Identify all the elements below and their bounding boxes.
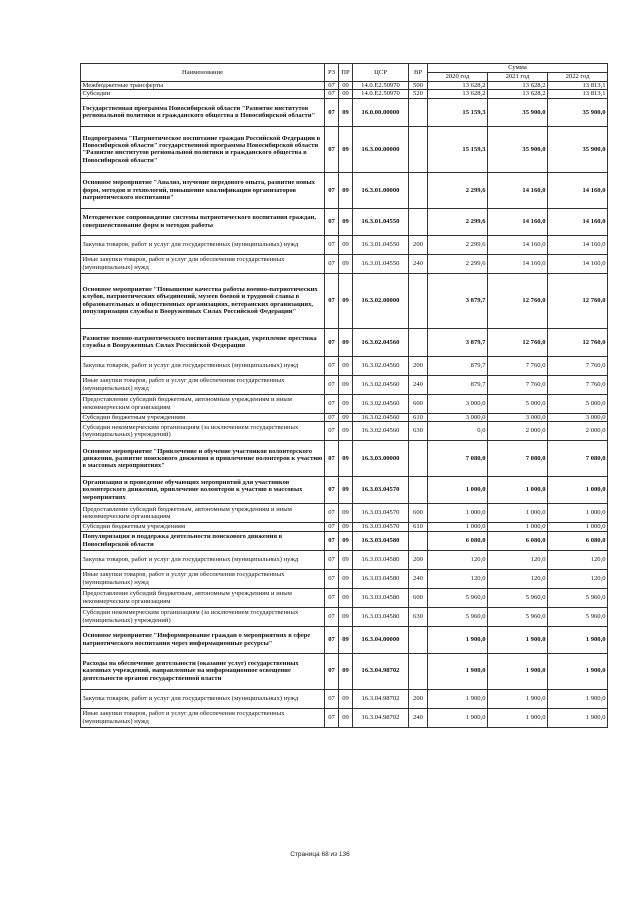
cell-name: Субсидии некоммерческим организациям (за исключением государственных (муниципальных) учреждений): [81, 422, 325, 441]
cell-2022: 13 813,1: [548, 90, 608, 98]
cell-2020: 13 628,2: [428, 90, 488, 98]
cell-name: Развитие военно-патриотического воспитания граждан, укрепление престижа службы в Вооруженных Силах Российской Федерации: [81, 328, 325, 356]
cell-2022: 14 160,0: [548, 254, 608, 273]
cell-vr: 500: [409, 82, 428, 90]
cell-vr: 200: [409, 550, 428, 569]
cell-name: Популяризация и поддержка деятельности поискового движения в Новосибирской области: [81, 531, 325, 550]
cell-pr: 09: [339, 273, 353, 328]
cell-name: Предоставление субсидий бюджетным, автономным учреждениям и иным некоммерческим организациям: [81, 504, 325, 523]
table-row: [81, 90, 608, 98]
cell-pr: 09: [339, 441, 353, 477]
cell-name: Предоставление субсидий бюджетным, автономным учреждениям и иным некоммерческим организациям: [81, 394, 325, 413]
cell-2021: 1 900,0: [488, 708, 548, 727]
cell-2022: 6 080,0: [548, 531, 608, 550]
table-row: [81, 375, 608, 394]
cell-2021: 1 000,0: [488, 477, 548, 504]
cell-rz: 07: [325, 607, 339, 626]
cell-rz: 07: [325, 441, 339, 477]
cell-pr: 09: [339, 90, 353, 98]
cell-name: Межбюджетные трансферты: [81, 82, 325, 90]
cell-name: Подпрограмма "Патриотическое воспитание граждан Российской Федерации в Новосибирской области" государственной программы Новосибирской области "Развитие институтов региональной политики и гражданского общества в Новосибирской области": [81, 126, 325, 172]
cell-pr: 09: [339, 98, 353, 126]
cell-rz: 07: [325, 235, 339, 254]
cell-2020: 5 960,0: [428, 607, 488, 626]
cell-2022: 5 000,0: [548, 394, 608, 413]
cell-vr: [409, 477, 428, 504]
cell-vr: 600: [409, 588, 428, 607]
cell-2021: 1 900,0: [488, 689, 548, 708]
cell-rz: 07: [325, 422, 339, 441]
cell-pr: 09: [339, 254, 353, 273]
cell-2021: 7 080,0: [488, 441, 548, 477]
cell-name: Основное мероприятие "Повышение качества работы военно-патриотических клубов, патриотических объединений, музеев боевой и трудовой славы в образовательных и общественных организациях, ветеранских организациях, популяризация службы в Вооруженных Силах Российской Федерации": [81, 273, 325, 328]
table-row: [81, 550, 608, 569]
cell-2021: 13 628,2: [488, 82, 548, 90]
cell-csr: 16.3.03.04580: [353, 607, 409, 626]
cell-rz: 07: [325, 328, 339, 356]
cell-pr: 09: [339, 328, 353, 356]
cell-vr: 600: [409, 504, 428, 523]
table-row: [81, 273, 608, 328]
cell-csr: 16.3.02.04560: [353, 328, 409, 356]
cell-rz: 07: [325, 90, 339, 98]
cell-vr: 240: [409, 375, 428, 394]
cell-vr: [409, 653, 428, 689]
cell-2021: 1 900,0: [488, 626, 548, 653]
cell-vr: [409, 208, 428, 235]
cell-name: Иные закупки товаров, работ и услуг для обеспечения государственных (муниципальных) нужд: [81, 708, 325, 727]
cell-2020: 1 000,0: [428, 523, 488, 531]
header-rz: РЗ: [325, 64, 339, 82]
cell-name: Предоставление субсидий бюджетным, автономным учреждениям и иным некоммерческим организациям: [81, 588, 325, 607]
header-sum: Сумма: [428, 64, 608, 73]
cell-2021: 3 000,0: [488, 413, 548, 421]
cell-pr: 09: [339, 689, 353, 708]
cell-vr: [409, 328, 428, 356]
table-row: [81, 626, 608, 653]
cell-name: Иные закупки товаров, работ и услуг для обеспечения государственных (муниципальных) нужд: [81, 254, 325, 273]
cell-name: Субсидии некоммерческим организациям (за исключением государственных (муниципальных) учреждений): [81, 607, 325, 626]
cell-csr: 16.3.03.04570: [353, 523, 409, 531]
cell-rz: 07: [325, 569, 339, 588]
cell-pr: 09: [339, 126, 353, 172]
table-row: [81, 653, 608, 689]
cell-csr: 14.0.Е2.50970: [353, 90, 409, 98]
cell-pr: 09: [339, 413, 353, 421]
cell-rz: 07: [325, 689, 339, 708]
cell-pr: 09: [339, 356, 353, 375]
header-year-2022: 2022 год: [548, 73, 608, 82]
cell-vr: 630: [409, 607, 428, 626]
cell-name: Закупка товаров, работ и услуг для государственных (муниципальных) нужд: [81, 356, 325, 375]
cell-2022: 120,0: [548, 550, 608, 569]
cell-2020: 5 960,0: [428, 588, 488, 607]
cell-csr: 16.3.03.04580: [353, 531, 409, 550]
table-row: [81, 569, 608, 588]
cell-2020: 0,0: [428, 422, 488, 441]
header-pr: ПР: [339, 64, 353, 82]
table-row: [81, 708, 608, 727]
cell-csr: 16.3.01.04550: [353, 208, 409, 235]
cell-2020: 2 299,6: [428, 235, 488, 254]
cell-2022: 14 160,0: [548, 235, 608, 254]
cell-rz: 07: [325, 208, 339, 235]
cell-2020: 1 000,0: [428, 504, 488, 523]
cell-vr: 240: [409, 569, 428, 588]
cell-csr: 16.3.03.04580: [353, 569, 409, 588]
cell-pr: 09: [339, 550, 353, 569]
cell-rz: 07: [325, 394, 339, 413]
cell-2022: 12 760,0: [548, 273, 608, 328]
table-row: [81, 504, 608, 523]
cell-2022: 13 813,1: [548, 82, 608, 90]
cell-name: Закупка товаров, работ и услуг для государственных (муниципальных) нужд: [81, 235, 325, 254]
cell-2021: 5 960,0: [488, 607, 548, 626]
cell-vr: [409, 626, 428, 653]
cell-csr: 16.3.01.04550: [353, 254, 409, 273]
cell-2022: 35 900,0: [548, 98, 608, 126]
cell-vr: 520: [409, 90, 428, 98]
cell-vr: 240: [409, 254, 428, 273]
cell-name: Основное мероприятие "Привлечение и обучение участников волонтерского движения, развитие поискового движения и привлечение волонтеров к участию в массовых мероприятиях": [81, 441, 325, 477]
cell-name: Иные закупки товаров, работ и услуг для обеспечения государственных (муниципальных) нужд: [81, 375, 325, 394]
cell-vr: [409, 441, 428, 477]
cell-csr: 14.0.Е2.50970: [353, 82, 409, 90]
cell-csr: 16.3.02.04560: [353, 394, 409, 413]
cell-csr: 16.3.01.04550: [353, 235, 409, 254]
cell-vr: 610: [409, 413, 428, 421]
cell-2021: 1 900,0: [488, 653, 548, 689]
cell-csr: 16.3.02.04560: [353, 375, 409, 394]
cell-2022: 5 960,0: [548, 588, 608, 607]
cell-rz: 07: [325, 356, 339, 375]
cell-vr: 200: [409, 235, 428, 254]
cell-2020: 1 900,0: [428, 626, 488, 653]
cell-pr: 09: [339, 477, 353, 504]
cell-2020: 3 000,0: [428, 394, 488, 413]
cell-csr: 16.3.01.00000: [353, 172, 409, 208]
table-row: [81, 441, 608, 477]
cell-2022: 1 900,0: [548, 689, 608, 708]
cell-2021: 14 160,0: [488, 208, 548, 235]
header-year-2020: 2020 год: [428, 73, 488, 82]
table-row: [81, 356, 608, 375]
table-row: [81, 82, 608, 90]
cell-2022: 7 080,0: [548, 441, 608, 477]
cell-name: Закупка товаров, работ и услуг для государственных (муниципальных) нужд: [81, 689, 325, 708]
table-row: [81, 98, 608, 126]
table-row: [81, 394, 608, 413]
cell-2021: 14 160,0: [488, 254, 548, 273]
cell-2021: 13 628,2: [488, 90, 548, 98]
cell-2021: 14 160,0: [488, 235, 548, 254]
cell-2021: 12 760,0: [488, 328, 548, 356]
cell-csr: 16.3.04.98702: [353, 653, 409, 689]
cell-rz: 07: [325, 126, 339, 172]
cell-2020: 2 299,6: [428, 254, 488, 273]
cell-name: Субсидии бюджетным учреждениям: [81, 523, 325, 531]
cell-name: Субсидии бюджетным учреждениям: [81, 413, 325, 421]
cell-csr: 16.3.02.04560: [353, 356, 409, 375]
cell-pr: 09: [339, 626, 353, 653]
cell-2021: 5 960,0: [488, 588, 548, 607]
document-page: [80, 63, 607, 728]
table-row: [81, 254, 608, 273]
cell-2020: 3 879,7: [428, 328, 488, 356]
cell-csr: 16.3.02.04560: [353, 422, 409, 441]
budget-table: [80, 63, 608, 728]
cell-name: Субсидии: [81, 90, 325, 98]
cell-2022: 7 760,0: [548, 375, 608, 394]
page-number: Страница 68 из 136: [290, 851, 350, 858]
cell-name: Закупка товаров, работ и услуг для государственных (муниципальных) нужд: [81, 550, 325, 569]
cell-2021: 120,0: [488, 569, 548, 588]
cell-2020: 1 900,0: [428, 708, 488, 727]
cell-vr: [409, 126, 428, 172]
cell-pr: 09: [339, 82, 353, 90]
cell-2022: 7 760,0: [548, 356, 608, 375]
cell-vr: 240: [409, 708, 428, 727]
cell-rz: 07: [325, 477, 339, 504]
cell-2020: 3 000,0: [428, 413, 488, 421]
cell-vr: [409, 531, 428, 550]
cell-csr: 16.3.03.00000: [353, 441, 409, 477]
cell-2020: 879,7: [428, 375, 488, 394]
cell-csr: 16.3.03.04570: [353, 504, 409, 523]
cell-2021: 14 160,0: [488, 172, 548, 208]
cell-name: Иные закупки товаров, работ и услуг для обеспечения государственных (муниципальных) нужд: [81, 569, 325, 588]
cell-pr: 09: [339, 375, 353, 394]
cell-2022: 35 900,0: [548, 126, 608, 172]
cell-2022: 14 160,0: [548, 208, 608, 235]
cell-2020: 1 000,0: [428, 477, 488, 504]
cell-pr: 09: [339, 235, 353, 254]
cell-2022: 1 900,0: [548, 653, 608, 689]
table-row: [81, 126, 608, 172]
cell-2022: 1 900,0: [548, 708, 608, 727]
table-row: [81, 477, 608, 504]
cell-pr: 09: [339, 523, 353, 531]
cell-pr: 09: [339, 208, 353, 235]
cell-2022: 12 760,0: [548, 328, 608, 356]
cell-pr: 09: [339, 607, 353, 626]
cell-rz: 07: [325, 550, 339, 569]
cell-name: Организация и проведение обучающих мероприятий для участников волонтерского движения, привлечение волонтеров к участию в массовых мероприятиях: [81, 477, 325, 504]
cell-name: Государственная программа Новосибирской области "Развитие институтов региональной политики и гражданского общества в Новосибирской области": [81, 98, 325, 126]
cell-2020: 3 879,7: [428, 273, 488, 328]
cell-rz: 07: [325, 531, 339, 550]
cell-2020: 1 900,0: [428, 689, 488, 708]
cell-2020: 120,0: [428, 569, 488, 588]
header-csr: ЦСР: [353, 64, 409, 82]
cell-pr: 09: [339, 172, 353, 208]
cell-rz: 07: [325, 504, 339, 523]
cell-csr: 16.3.02.04560: [353, 413, 409, 421]
cell-2020: 120,0: [428, 550, 488, 569]
cell-2021: 35 900,0: [488, 126, 548, 172]
cell-rz: 07: [325, 523, 339, 531]
table-row: [81, 523, 608, 531]
cell-name: Расходы на обеспечение деятельности (оказание услуг) государственных казенных учреждений, направленные на информационное освещение деятельности органов государственной власти: [81, 653, 325, 689]
cell-pr: 09: [339, 569, 353, 588]
cell-2022: 5 960,0: [548, 607, 608, 626]
cell-csr: 16.3.03.04570: [353, 477, 409, 504]
cell-csr: 16.3.04.00000: [353, 626, 409, 653]
cell-rz: 07: [325, 708, 339, 727]
cell-name: Методическое сопровождение системы патриотического воспитания граждан, совершенствование форм и методов работы: [81, 208, 325, 235]
cell-pr: 09: [339, 588, 353, 607]
cell-2022: 1 000,0: [548, 523, 608, 531]
cell-2021: 7 760,0: [488, 356, 548, 375]
cell-2021: 1 000,0: [488, 504, 548, 523]
cell-rz: 07: [325, 273, 339, 328]
cell-2021: 120,0: [488, 550, 548, 569]
cell-2020: 7 080,0: [428, 441, 488, 477]
cell-csr: 16.0.00.00000: [353, 98, 409, 126]
cell-rz: 07: [325, 653, 339, 689]
cell-name: Основное мероприятие "Информирование граждан о мероприятиях в сфере патриотического воспитания через информационные ресурсы": [81, 626, 325, 653]
cell-rz: 07: [325, 413, 339, 421]
cell-vr: [409, 172, 428, 208]
table-row: [81, 689, 608, 708]
cell-pr: 09: [339, 422, 353, 441]
cell-csr: 16.3.00.00000: [353, 126, 409, 172]
cell-csr: 16.3.03.04580: [353, 550, 409, 569]
cell-rz: 07: [325, 82, 339, 90]
cell-2022: 1 000,0: [548, 504, 608, 523]
table-row: [81, 422, 608, 441]
cell-2021: 7 760,0: [488, 375, 548, 394]
cell-2020: 2 299,6: [428, 172, 488, 208]
cell-rz: 07: [325, 254, 339, 273]
cell-2020: 2 299,6: [428, 208, 488, 235]
cell-pr: 09: [339, 653, 353, 689]
cell-2021: 12 760,0: [488, 273, 548, 328]
cell-2022: 2 000,0: [548, 422, 608, 441]
cell-2021: 6 080,0: [488, 531, 548, 550]
cell-2020: 15 159,3: [428, 126, 488, 172]
cell-2022: 1 900,0: [548, 626, 608, 653]
cell-vr: 630: [409, 422, 428, 441]
cell-csr: 16.3.02.00000: [353, 273, 409, 328]
cell-2020: 6 080,0: [428, 531, 488, 550]
cell-2021: 35 900,0: [488, 98, 548, 126]
table-row: [81, 413, 608, 421]
cell-2022: 14 160,0: [548, 172, 608, 208]
cell-vr: 610: [409, 523, 428, 531]
cell-2022: 120,0: [548, 569, 608, 588]
cell-pr: 09: [339, 394, 353, 413]
cell-2020: 15 159,3: [428, 98, 488, 126]
header-year-2021: 2021 год: [488, 73, 548, 82]
cell-rz: 07: [325, 626, 339, 653]
cell-2021: 1 000,0: [488, 523, 548, 531]
header-name: Наименование: [81, 64, 325, 82]
cell-rz: 07: [325, 98, 339, 126]
cell-vr: 600: [409, 394, 428, 413]
table-row: [81, 208, 608, 235]
header-vr: ВР: [409, 64, 428, 82]
cell-vr: 200: [409, 356, 428, 375]
table-body: [81, 82, 608, 728]
cell-2022: 3 000,0: [548, 413, 608, 421]
cell-pr: 09: [339, 708, 353, 727]
cell-csr: 16.3.04.98702: [353, 708, 409, 727]
cell-csr: 16.3.03.04580: [353, 588, 409, 607]
cell-vr: 200: [409, 689, 428, 708]
cell-2020: 13 628,2: [428, 82, 488, 90]
cell-vr: [409, 273, 428, 328]
cell-vr: [409, 98, 428, 126]
cell-2021: 2 000,0: [488, 422, 548, 441]
table-row: [81, 235, 608, 254]
cell-csr: 16.3.04.98702: [353, 689, 409, 708]
cell-rz: 07: [325, 172, 339, 208]
cell-rz: 07: [325, 375, 339, 394]
cell-pr: 09: [339, 531, 353, 550]
cell-2020: 879,7: [428, 356, 488, 375]
table-row: [81, 172, 608, 208]
cell-2022: 1 000,0: [548, 477, 608, 504]
cell-name: Основное мероприятие "Анализ, изучение передового опыта, развитие новых форм, методов и технологий, повышение квалификации организаторов патриотического воспитания": [81, 172, 325, 208]
cell-2021: 5 000,0: [488, 394, 548, 413]
cell-rz: 07: [325, 588, 339, 607]
table-row: [81, 531, 608, 550]
table-row: [81, 588, 608, 607]
table-row: [81, 607, 608, 626]
cell-pr: 09: [339, 504, 353, 523]
cell-2020: 1 900,0: [428, 653, 488, 689]
table-row: [81, 328, 608, 356]
